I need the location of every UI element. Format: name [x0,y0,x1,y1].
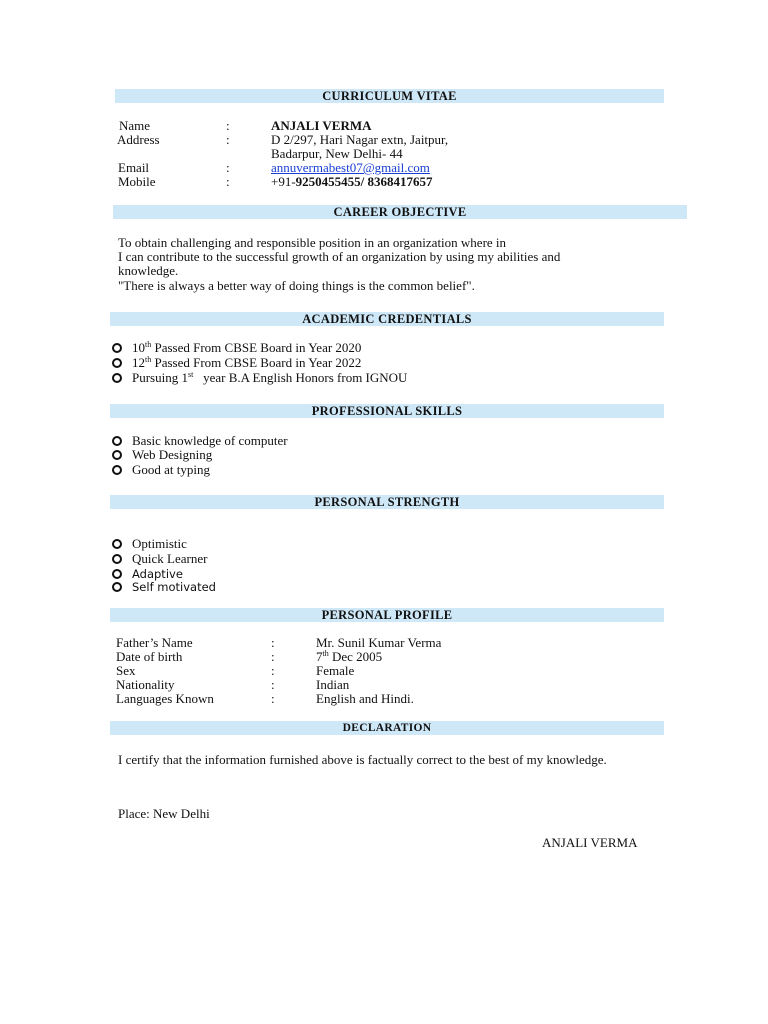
cv-title: CURRICULUM VITAE [115,89,664,103]
academic-item-2-sup: th [145,355,152,364]
address-label: Address [117,132,160,147]
career-quote: "There is always a better way of doing things is the common belief". [118,278,475,293]
bullet-icon [112,436,122,446]
address-line-2: Badarpur, New Delhi- 44 [271,146,403,161]
academic-item-1-text: Passed From CBSE Board in Year 2020 [151,340,362,355]
dob-label: Date of birth [116,649,183,664]
name-value: ANJALI VERMA [271,118,372,133]
sex-label: Sex [116,663,136,678]
bullet-icon [112,569,122,579]
career-line-2: I can contribute to the successful growth of an organization by using my abilities and [118,249,561,264]
academic-heading: ACADEMIC CREDENTIALS [110,312,664,326]
career-line-3: knowledge. [118,263,179,278]
academic-item-3-pre: Pursuing 1 [132,370,188,385]
mobile-label: Mobile [118,174,156,189]
bullet-icon [112,373,122,383]
strength-heading: PERSONAL STRENGTH [110,495,664,509]
academic-item-3-sup: st [187,370,194,379]
signature: ANJALI VERMA [542,835,638,850]
name-label: Name [119,118,151,133]
mobile-numbers: 9250455455/ 8368417657 [295,174,433,189]
academic-item-3-text: year B.A English Honors from IGNOU [193,370,408,385]
address-line-1: D 2/297, Hari Nagar extn, Jaitpur, [271,132,449,147]
bullet-icon [112,582,122,592]
email-link[interactable]: annuvermabest07@gmail.com [271,160,430,175]
dob-text: Dec 2005 [328,649,383,664]
academic-item-2-num: 12 [132,355,145,370]
academic-item-2-text: Passed From CBSE Board in Year 2022 [151,355,362,370]
colon: : [271,691,275,706]
dob-sup: th [322,649,329,658]
declaration-heading: DECLARATION [110,721,664,735]
skills-heading: PROFESSIONAL SKILLS [110,404,664,418]
skill-item: Web Designing [132,447,213,462]
academic-item-1-sup: th [145,340,152,349]
father-value: Mr. Sunil Kumar Verma [316,635,442,650]
bullet-icon [112,450,122,460]
skill-item: Good at typing [132,462,210,477]
languages-label: Languages Known [116,691,214,706]
dob-value [316,650,382,664]
bullet-icon [112,343,122,353]
strength-item: Optimistic [132,536,187,551]
dob-num: 7 [316,649,323,664]
languages-value: English and Hindi. [316,691,414,706]
father-label: Father’s Name [116,635,193,650]
academic-item-1-num: 10 [132,340,145,355]
colon: : [226,174,230,189]
career-objective-heading: CAREER OBJECTIVE [113,205,687,219]
career-line-1: To obtain challenging and responsible position in an organization where in [118,235,507,250]
bullet-icon [112,539,122,549]
bullet-icon [112,554,122,564]
sex-value: Female [316,663,355,678]
bullet-icon [112,358,122,368]
email-label: Email [118,160,150,175]
place: Place: New Delhi [118,806,210,821]
nationality-value: Indian [316,677,350,692]
bullet-icon [112,465,122,475]
colon: : [271,635,275,650]
academic-item-2 [132,356,361,370]
colon: : [226,118,230,133]
colon: : [271,677,275,692]
mobile-prefix: +91- [271,174,296,189]
strength-item: Self motivated [132,580,216,594]
nationality-label: Nationality [116,677,175,692]
colon: : [271,663,275,678]
declaration-text: I certify that the information furnished above is factually correct to the best of my knowledge. [118,752,607,767]
colon: : [226,132,230,147]
strength-item: Quick Learner [132,551,208,566]
academic-item-1 [132,341,361,355]
colon: : [271,649,275,664]
colon: : [226,160,230,175]
mobile-value [271,175,433,189]
strength-item: Adaptive [132,567,183,581]
profile-heading: PERSONAL PROFILE [110,608,664,622]
skill-item: Basic knowledge of computer [132,433,288,448]
academic-item-3 [132,371,407,385]
